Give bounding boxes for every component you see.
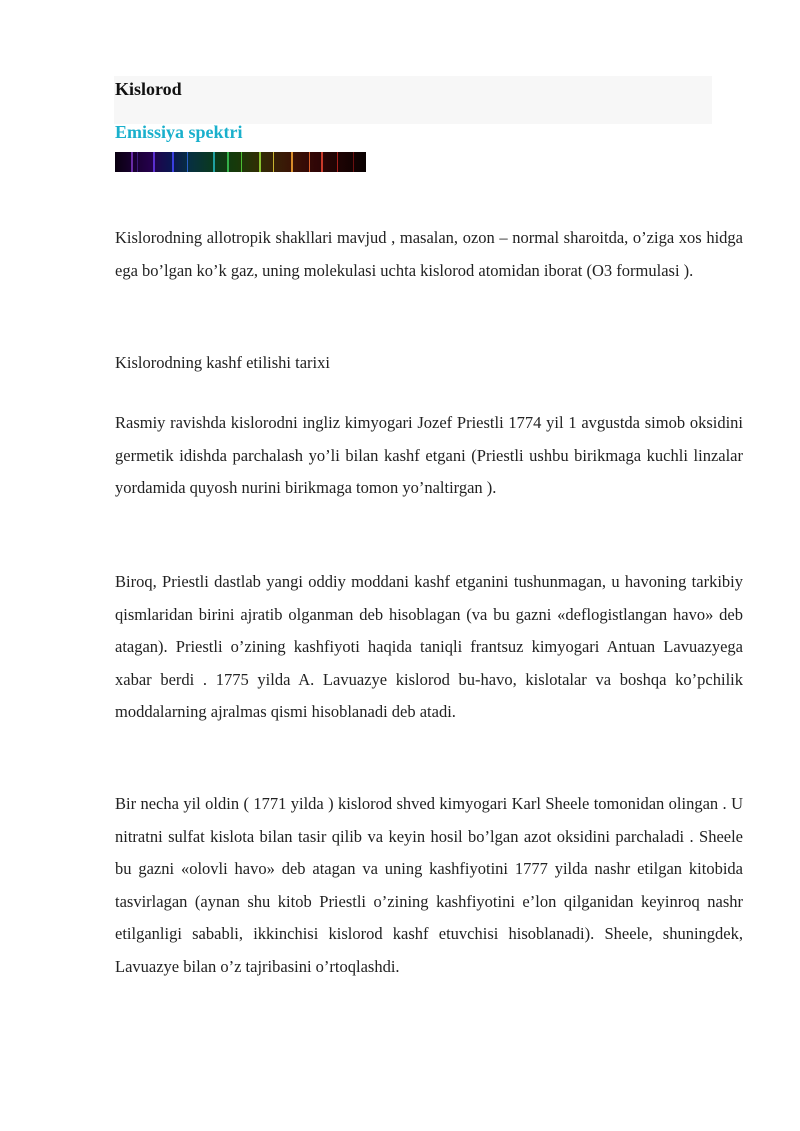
document-title: Kislorod [115, 79, 182, 99]
header-band [114, 76, 712, 124]
paragraph-priestley-discovery: Rasmiy ravishda kislorodni ingliz kimyogari Jozef Priestli 1774 yil 1 avgustda simob oksidini germetik idishda parchalash yo’li bilan kashf etgani (Priestli ushbu birikmaga kuchli linzalar yordamida quyosh nurini birikmaga tomon yo’naltirgan ). [115, 413, 743, 497]
paragraph-allotropes: Kislorodning allotropik shakllari mavjud , masalan, ozon – normal sharoitda, o’ziga xos hidga ega bo’lgan ko’k gaz, uning molekulasi uchta kislorod atomidan iborat (O3 formulasi ). [115, 228, 743, 280]
paragraph-scheele: Bir necha yil oldin ( 1771 yilda ) kislorod shved kimyogari Karl Sheele tomonidan olingan . U nitratni sulfat kislota bilan tasir qilib va keyin hosil bo’lgan azot oksidini parchaladi . Sheele bu gazni «olovli havo» deb atagan va uning kashfiyotini 1777 yilda nashr etilgan kitobida tasvirlagan (aynan shu kitob Priestli o’zining kashfiyotini e’lon qilganidan keyinroq nashr etilganligi sababli, ikkinchisi kislorod kashf etuvchisi hisoblanadi). Sheele, shuningdek, Lavuazye bilan o’z tajribasini o’rtoqlashdi. [115, 794, 743, 976]
emission-spectrum-image [115, 152, 366, 172]
section-heading-history: Kislorodning kashf etilishi tarixi [115, 353, 330, 372]
section-subtitle: Emissiya spektri [115, 122, 243, 142]
paragraph-priestley-lavoisier: Biroq, Priestli dastlab yangi oddiy moddani kashf etganini tushunmagan, u havoning tarkibiy qismlaridan birini ajratib olganman deb hisoblagan (va bu gazni «deflogistlangan havo» deb atagan). Priestli o’zining kashfiyoti haqida taniqli frantsuz kimyogari Antuan Lavuazyega xabar berdi . 1775 yilda A. Lavuazye kislorod bu-havo, kislotalar va boshqa ko’pchilik moddalarning ajralmas qismi hisoblanadi deb atadi. [115, 572, 743, 721]
